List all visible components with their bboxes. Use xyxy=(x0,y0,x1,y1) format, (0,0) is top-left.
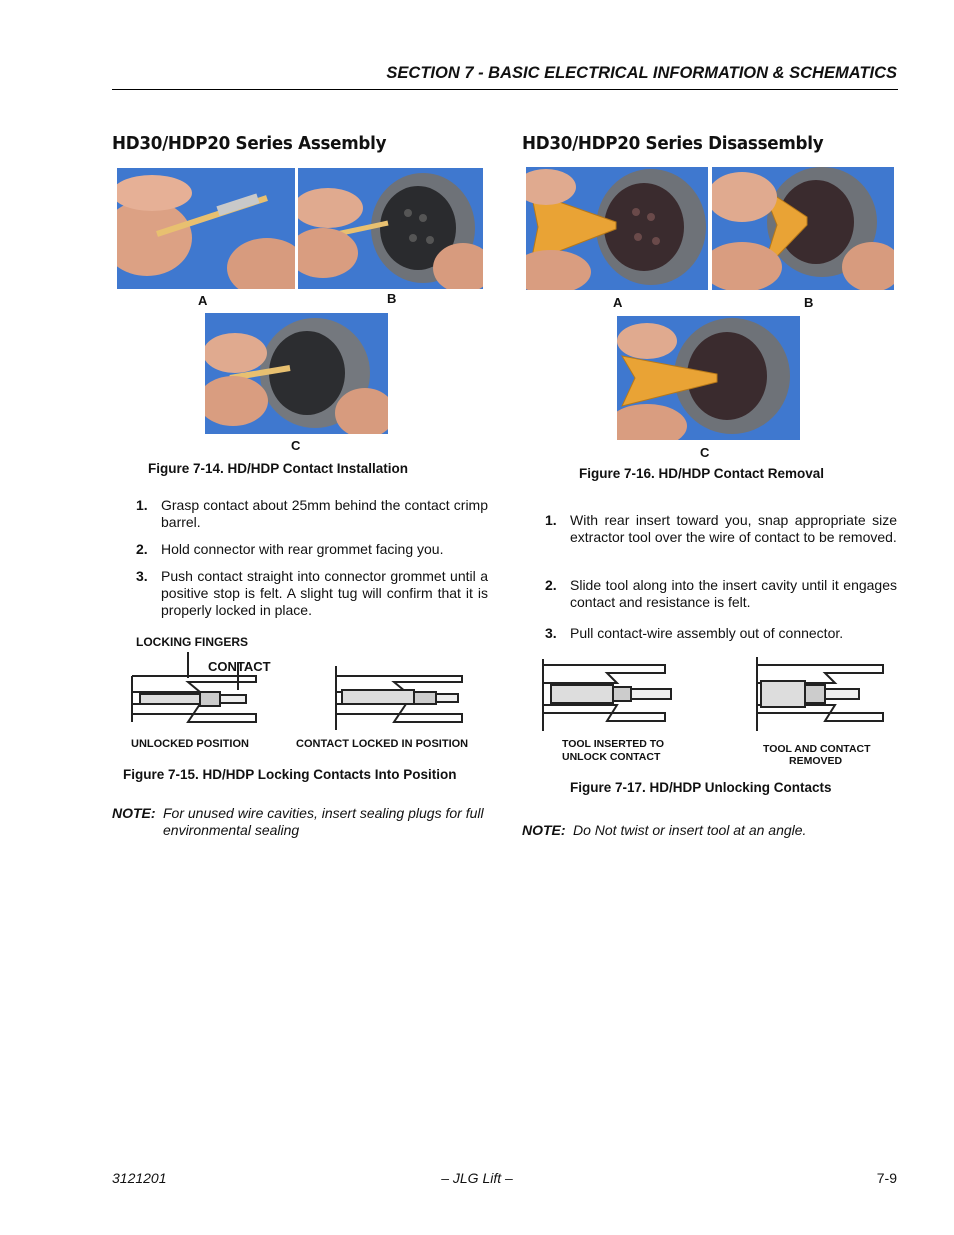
assembly-heading: HD30/HDP20 Series Assembly xyxy=(112,133,387,154)
disassembly-step-2 xyxy=(545,577,898,613)
photo-disassembly-b xyxy=(712,167,894,290)
footer-page-number: 7-9 xyxy=(876,1170,897,1186)
disassembly-note xyxy=(522,822,898,840)
step-text: Push contact straight into connector grommet until a positive stop is felt. A slight tug will confirm that it is properly locked in place. xyxy=(161,568,488,618)
step-text: Slide tool along into the insert cavity until it engages contact and resistance is felt. xyxy=(570,577,897,610)
figure-14-caption: Figure 7-14. HD/HDP Contact Installation xyxy=(148,461,409,476)
photo-disassembly-c xyxy=(617,316,800,440)
label-contact-locked: CONTACT LOCKED IN POSITION xyxy=(296,738,469,750)
figure-17-caption: Figure 7-17. HD/HDP Unlocking Contacts xyxy=(570,780,832,795)
label-tool-inserted-2: UNLOCK CONTACT xyxy=(562,751,661,763)
unlocking-contacts-diagram xyxy=(537,655,887,735)
figure-15-caption: Figure 7-15. HD/HDP Locking Contacts Into Position xyxy=(123,767,457,782)
label-contact: CONTACT xyxy=(208,659,271,674)
assembly-step-2 xyxy=(136,541,488,559)
section-title: SECTION 7 - BASIC ELECTRICAL INFORMATION & SCHEMATICS xyxy=(386,64,897,82)
photo-label-a: A xyxy=(198,293,208,308)
step-number: 2. xyxy=(136,541,148,557)
photo-assembly-c xyxy=(205,313,388,434)
photo-label-b-right: B xyxy=(804,295,814,310)
label-tool-removed-1: TOOL AND CONTACT xyxy=(763,743,871,755)
photo-label-c-right: C xyxy=(700,445,710,460)
label-tool-removed-2: REMOVED xyxy=(789,755,843,767)
assembly-step-3 xyxy=(136,568,488,622)
header-rule xyxy=(112,89,898,90)
note-label: NOTE: xyxy=(522,822,566,838)
disassembly-heading: HD30/HDP20 Series Disassembly xyxy=(522,133,824,154)
step-number: 2. xyxy=(545,577,557,593)
footer-doc-number: 3121201 xyxy=(112,1170,167,1186)
step-text: Hold connector with rear grommet facing you. xyxy=(161,541,444,557)
assembly-step-1 xyxy=(136,497,488,533)
step-number: 1. xyxy=(545,512,557,528)
photo-label-b: B xyxy=(387,291,397,306)
locking-contacts-diagram xyxy=(128,650,488,740)
photo-assembly-b xyxy=(298,168,483,289)
step-number: 1. xyxy=(136,497,148,513)
photo-assembly-a xyxy=(117,168,295,289)
label-unlocked-position: UNLOCKED POSITION xyxy=(131,738,249,750)
note-label: NOTE: xyxy=(112,805,156,821)
step-text: With rear insert toward you, snap appropriate size extractor tool over the wire of contact to be removed. xyxy=(570,512,897,545)
assembly-note xyxy=(112,805,492,841)
step-text: Grasp contact about 25mm behind the contact crimp barrel. xyxy=(161,497,488,530)
photo-disassembly-a xyxy=(526,167,708,290)
photo-label-a-right: A xyxy=(613,295,623,310)
label-tool-inserted-1: TOOL INSERTED TO xyxy=(562,738,665,750)
step-text: Pull contact-wire assembly out of connector. xyxy=(570,625,844,641)
disassembly-step-1 xyxy=(545,512,898,566)
step-number: 3. xyxy=(545,625,557,641)
step-number: 3. xyxy=(136,568,148,584)
label-locking-fingers: LOCKING FINGERS xyxy=(136,635,249,649)
footer-publisher: – JLG Lift – xyxy=(441,1170,513,1186)
disassembly-step-3 xyxy=(545,625,898,643)
note-text: Do Not twist or insert tool at an angle. xyxy=(573,822,807,838)
photo-label-c: C xyxy=(291,438,301,453)
figure-16-caption: Figure 7-16. HD/HDP Contact Removal xyxy=(579,466,825,481)
note-text: For unused wire cavities, insert sealing plugs for full environmental sealing xyxy=(163,805,484,838)
